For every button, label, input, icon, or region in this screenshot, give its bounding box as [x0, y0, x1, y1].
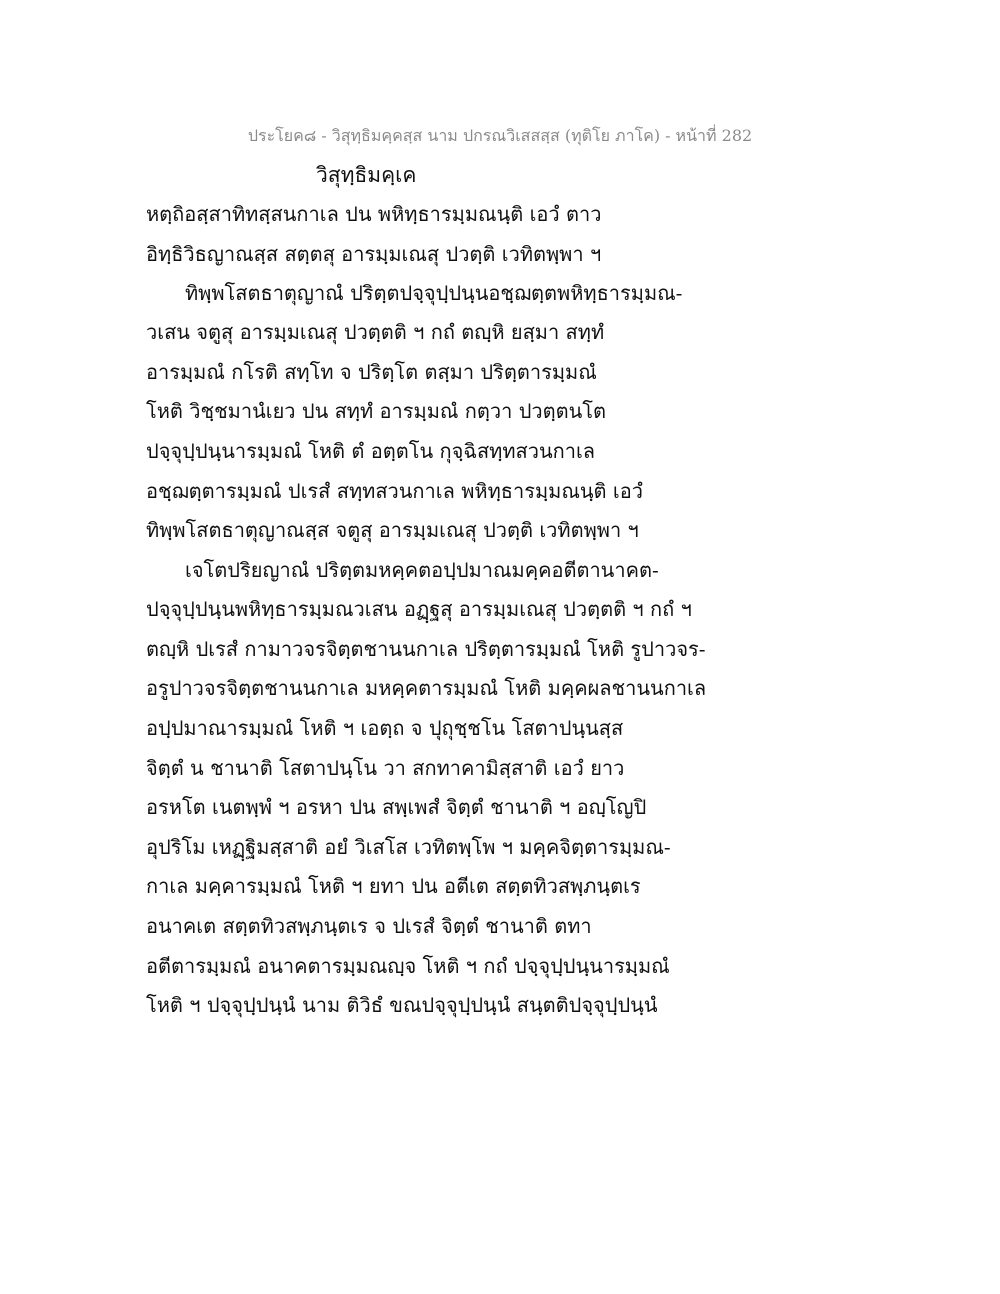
- text-line: อปฺปมาณารมฺมณํ โหติ ฯ เอตฺถ จ ปุถุชฺชโน โสตาปนฺนสฺส: [146, 716, 624, 740]
- text-line: อุปริโม เหฏฺฐิมสฺสาติ อยํ วิเสโส เวทิตพฺโพ ฯ มคฺคจิตฺตารมฺมณ-: [146, 835, 671, 859]
- text-line: อรูปาวจรจิตฺตชานนกาเล มหคฺคตารมฺมณํ โหติ มคฺคผลชานนกาเล: [146, 676, 707, 700]
- text-line: ตญฺหิ ปเรสํ กามาวจรจิตฺตชานนกาเล ปริตฺตารมฺมณํ โหติ รูปาวจร-: [146, 637, 706, 661]
- header-separator: -: [665, 126, 671, 145]
- text-line: ทิพฺพโสตธาตุญาณสฺส จตูสุ อารมฺมเณสุ ปวตฺติ เวทิตพฺพา ฯ: [146, 518, 639, 542]
- running-header: [0, 124, 1000, 148]
- section-title: วิสุทฺธิมคฺเค: [316, 163, 417, 187]
- text-line: จิตฺตํ น ชานาติ โสตาปนฺโน วา สกทาคามิสฺสาติ เอวํ ยาว: [146, 756, 625, 780]
- text-line: อชฺฌตฺตารมฺมณํ ปเรสํ สทฺทสวนกาเล พหิทฺธารมฺมณนฺติ เอวํ: [146, 479, 643, 503]
- text-line: อิทฺธิวิธญาณสฺส สตฺตสุ อารมฺมเณสุ ปวตฺติ เวทิตพฺพา ฯ: [146, 242, 602, 266]
- page-number: หน้าที่ 282: [675, 126, 753, 145]
- text-line: กาเล มคฺคารมฺมณํ โหติ ฯ ยทา ปน อตีเต สตฺตทิวสพฺภนฺตเร: [146, 874, 641, 898]
- text-line: อนาคเต สตฺตทิวสพฺภนฺตเร จ ปเรสํ จิตฺตํ ชานาติ ตทา: [146, 914, 592, 938]
- text-line: ปจฺจุปฺปนฺนพหิทฺธารมฺมณวเสน อฏฺฐสุ อารมฺมเณสุ ปวตฺตติ ฯ กถํ ฯ: [146, 597, 692, 621]
- text-line: โหติ วิชฺชมานํเยว ปน สทฺทํ อารมฺมณํ กตฺวา ปวตฺตนโต: [146, 399, 607, 423]
- text-line: วเสน จตูสุ อารมฺมเณสุ ปวตฺตติ ฯ กถํ ตญฺหิ ยสฺมา สทฺทํ: [146, 320, 605, 344]
- text-line: ปจฺจุปฺปนฺนารมฺมณํ โหติ ตํ อตฺตโน กุจฺฉิสทฺทสวนกาเล: [146, 439, 596, 463]
- text-line: อตีตารมฺมณํ อนาคตารมฺมณญฺจ โหติ ฯ กถํ ปจฺจุปฺปนฺนารมฺมณํ: [146, 954, 670, 978]
- header-title: ประโยค๘ - วิสุทฺธิมคฺคสฺส นาม ปกรณวิเสสสฺส (ทุติโย ภาโค): [247, 126, 661, 145]
- text-line: อารมฺมณํ กโรติ สทฺโท จ ปริตฺโต ตสฺมา ปริตฺตารมฺมณํ: [146, 360, 597, 384]
- text-line: เจโตปริยญาณํ ปริตฺตมหคฺคตอปฺปมาณมคฺคอตีตานาคต-: [185, 558, 659, 582]
- text-line: โหติ ฯ ปจฺจุปฺปนฺนํ นาม ติวิธํ ขณปจฺจุปฺปนฺนํ สนฺตติปจฺจุปฺปนฺนํ: [146, 993, 658, 1017]
- text-line: อรหโต เนตพฺพํ ฯ อรหา ปน สพฺเพสํ จิตฺตํ ชานาติ ฯ อญฺโญปิ: [146, 795, 647, 819]
- text-line: หตฺถิอสฺสาทิทสฺสนกาเล ปน พหิทฺธารมฺมณนฺติ เอวํ ตาว: [146, 202, 602, 226]
- text-line: ทิพฺพโสตธาตุญาณํ ปริตฺตปจฺจุปฺปนฺนอชฺฌตฺตพหิทฺธารมฺมณ-: [185, 281, 683, 305]
